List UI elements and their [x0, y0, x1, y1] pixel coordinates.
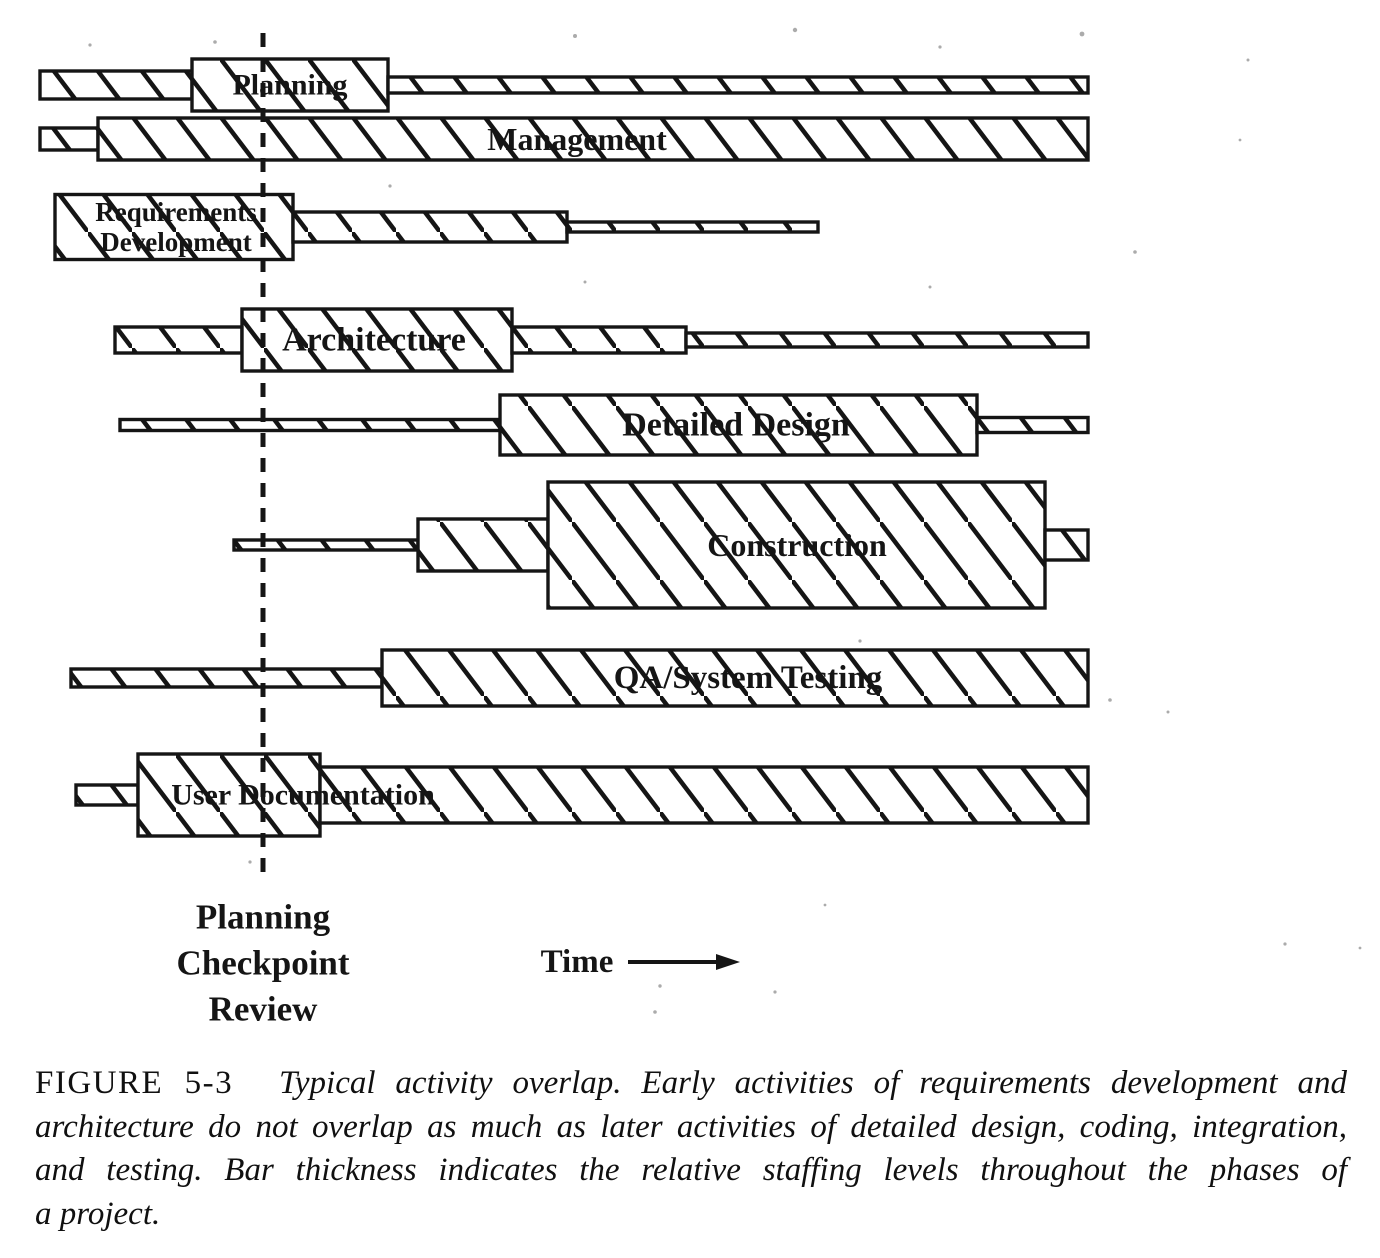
- activity-bar-segment: [293, 212, 567, 242]
- activity-label: QA/System Testing: [613, 660, 883, 696]
- activity-bar-segment: [686, 333, 1088, 347]
- activity-label: Requirements: [95, 197, 257, 227]
- activity-bar-segment: [418, 519, 548, 571]
- speckle-dot: [1108, 698, 1112, 702]
- activity-label: Development: [100, 227, 252, 257]
- time-label: Time: [540, 944, 614, 980]
- figure-caption: [35, 1062, 1347, 1236]
- speckle-dot: [938, 45, 941, 48]
- speckle-dot: [388, 184, 391, 187]
- activity-bar-segment: [1045, 530, 1088, 560]
- caption-line-1: [35, 1062, 1347, 1106]
- speckle-dot: [1167, 711, 1170, 714]
- checkpoint-label: [176, 898, 349, 1029]
- time-arrow-head: [716, 954, 740, 970]
- activity-bar-segment: [40, 71, 192, 99]
- activity-bar-segment: [71, 669, 382, 687]
- activity-bar-segment: [120, 420, 500, 431]
- activity-user-documentation: [76, 754, 1088, 836]
- speckle-dot: [88, 43, 91, 46]
- time-axis: [541, 944, 740, 980]
- speckle-dot: [1247, 59, 1250, 62]
- activity-bar-segment: [977, 418, 1088, 433]
- caption-line-3: and testing. Bar thickness indicates the relative staffing levels throughout the phases of: [35, 1152, 1347, 1188]
- caption-line-2: architecture do not overlap as much as later activities of detailed design, coding, integration,: [35, 1108, 1347, 1145]
- speckle-dot: [824, 904, 827, 907]
- activity-label: User Documentation: [171, 778, 435, 812]
- checkpoint-label-line: Review: [208, 989, 318, 1029]
- caption-line-4: a project.: [35, 1195, 161, 1232]
- speckle-dot: [793, 28, 797, 32]
- activity-construction: [234, 482, 1088, 608]
- activity-bar-segment: [512, 327, 686, 353]
- speckle-dot: [1283, 942, 1286, 945]
- speckle-dot: [929, 286, 932, 289]
- activity-requirements-development: [55, 195, 818, 260]
- speckle-dot: [858, 639, 861, 642]
- speckle-dot: [1133, 250, 1137, 254]
- speckle-dot: [658, 984, 661, 987]
- activity-bar-segment: [40, 128, 98, 150]
- speckle-dot: [653, 1010, 657, 1014]
- speckle-dot: [773, 990, 776, 993]
- activity-label: Management: [487, 121, 667, 157]
- speckle-dot: [1080, 32, 1085, 37]
- speckle-dot: [573, 34, 577, 38]
- activity-bar-segment: [320, 767, 1088, 823]
- speckle-dot: [1239, 139, 1242, 142]
- speckle-dot: [248, 860, 251, 863]
- activity-bar-segment: [567, 222, 818, 232]
- activity-label: Detailed Design: [622, 406, 850, 444]
- activity-bar-segment: [115, 327, 242, 353]
- checkpoint-label-line: Checkpoint: [176, 943, 350, 983]
- caption-text-1: Typical activity overlap. Early activities of requirements development and: [278, 1065, 1347, 1101]
- activity-label: Construction: [707, 527, 887, 563]
- activity-label: Planning: [232, 68, 348, 102]
- figure-number: FIGURE 5-3: [35, 1065, 234, 1101]
- activity-qa-system-testing: [71, 650, 1088, 706]
- checkpoint-label-line: Planning: [195, 897, 331, 937]
- activity-label: Architecture: [282, 321, 466, 359]
- speckle-dot: [213, 40, 217, 44]
- activity-bar-segment: [76, 785, 138, 805]
- speckle-dot: [584, 281, 587, 284]
- activity-management: [40, 118, 1088, 160]
- speckle-dot: [1359, 947, 1362, 950]
- activity-bar-segment: [388, 77, 1088, 93]
- activity-planning: [40, 59, 1088, 111]
